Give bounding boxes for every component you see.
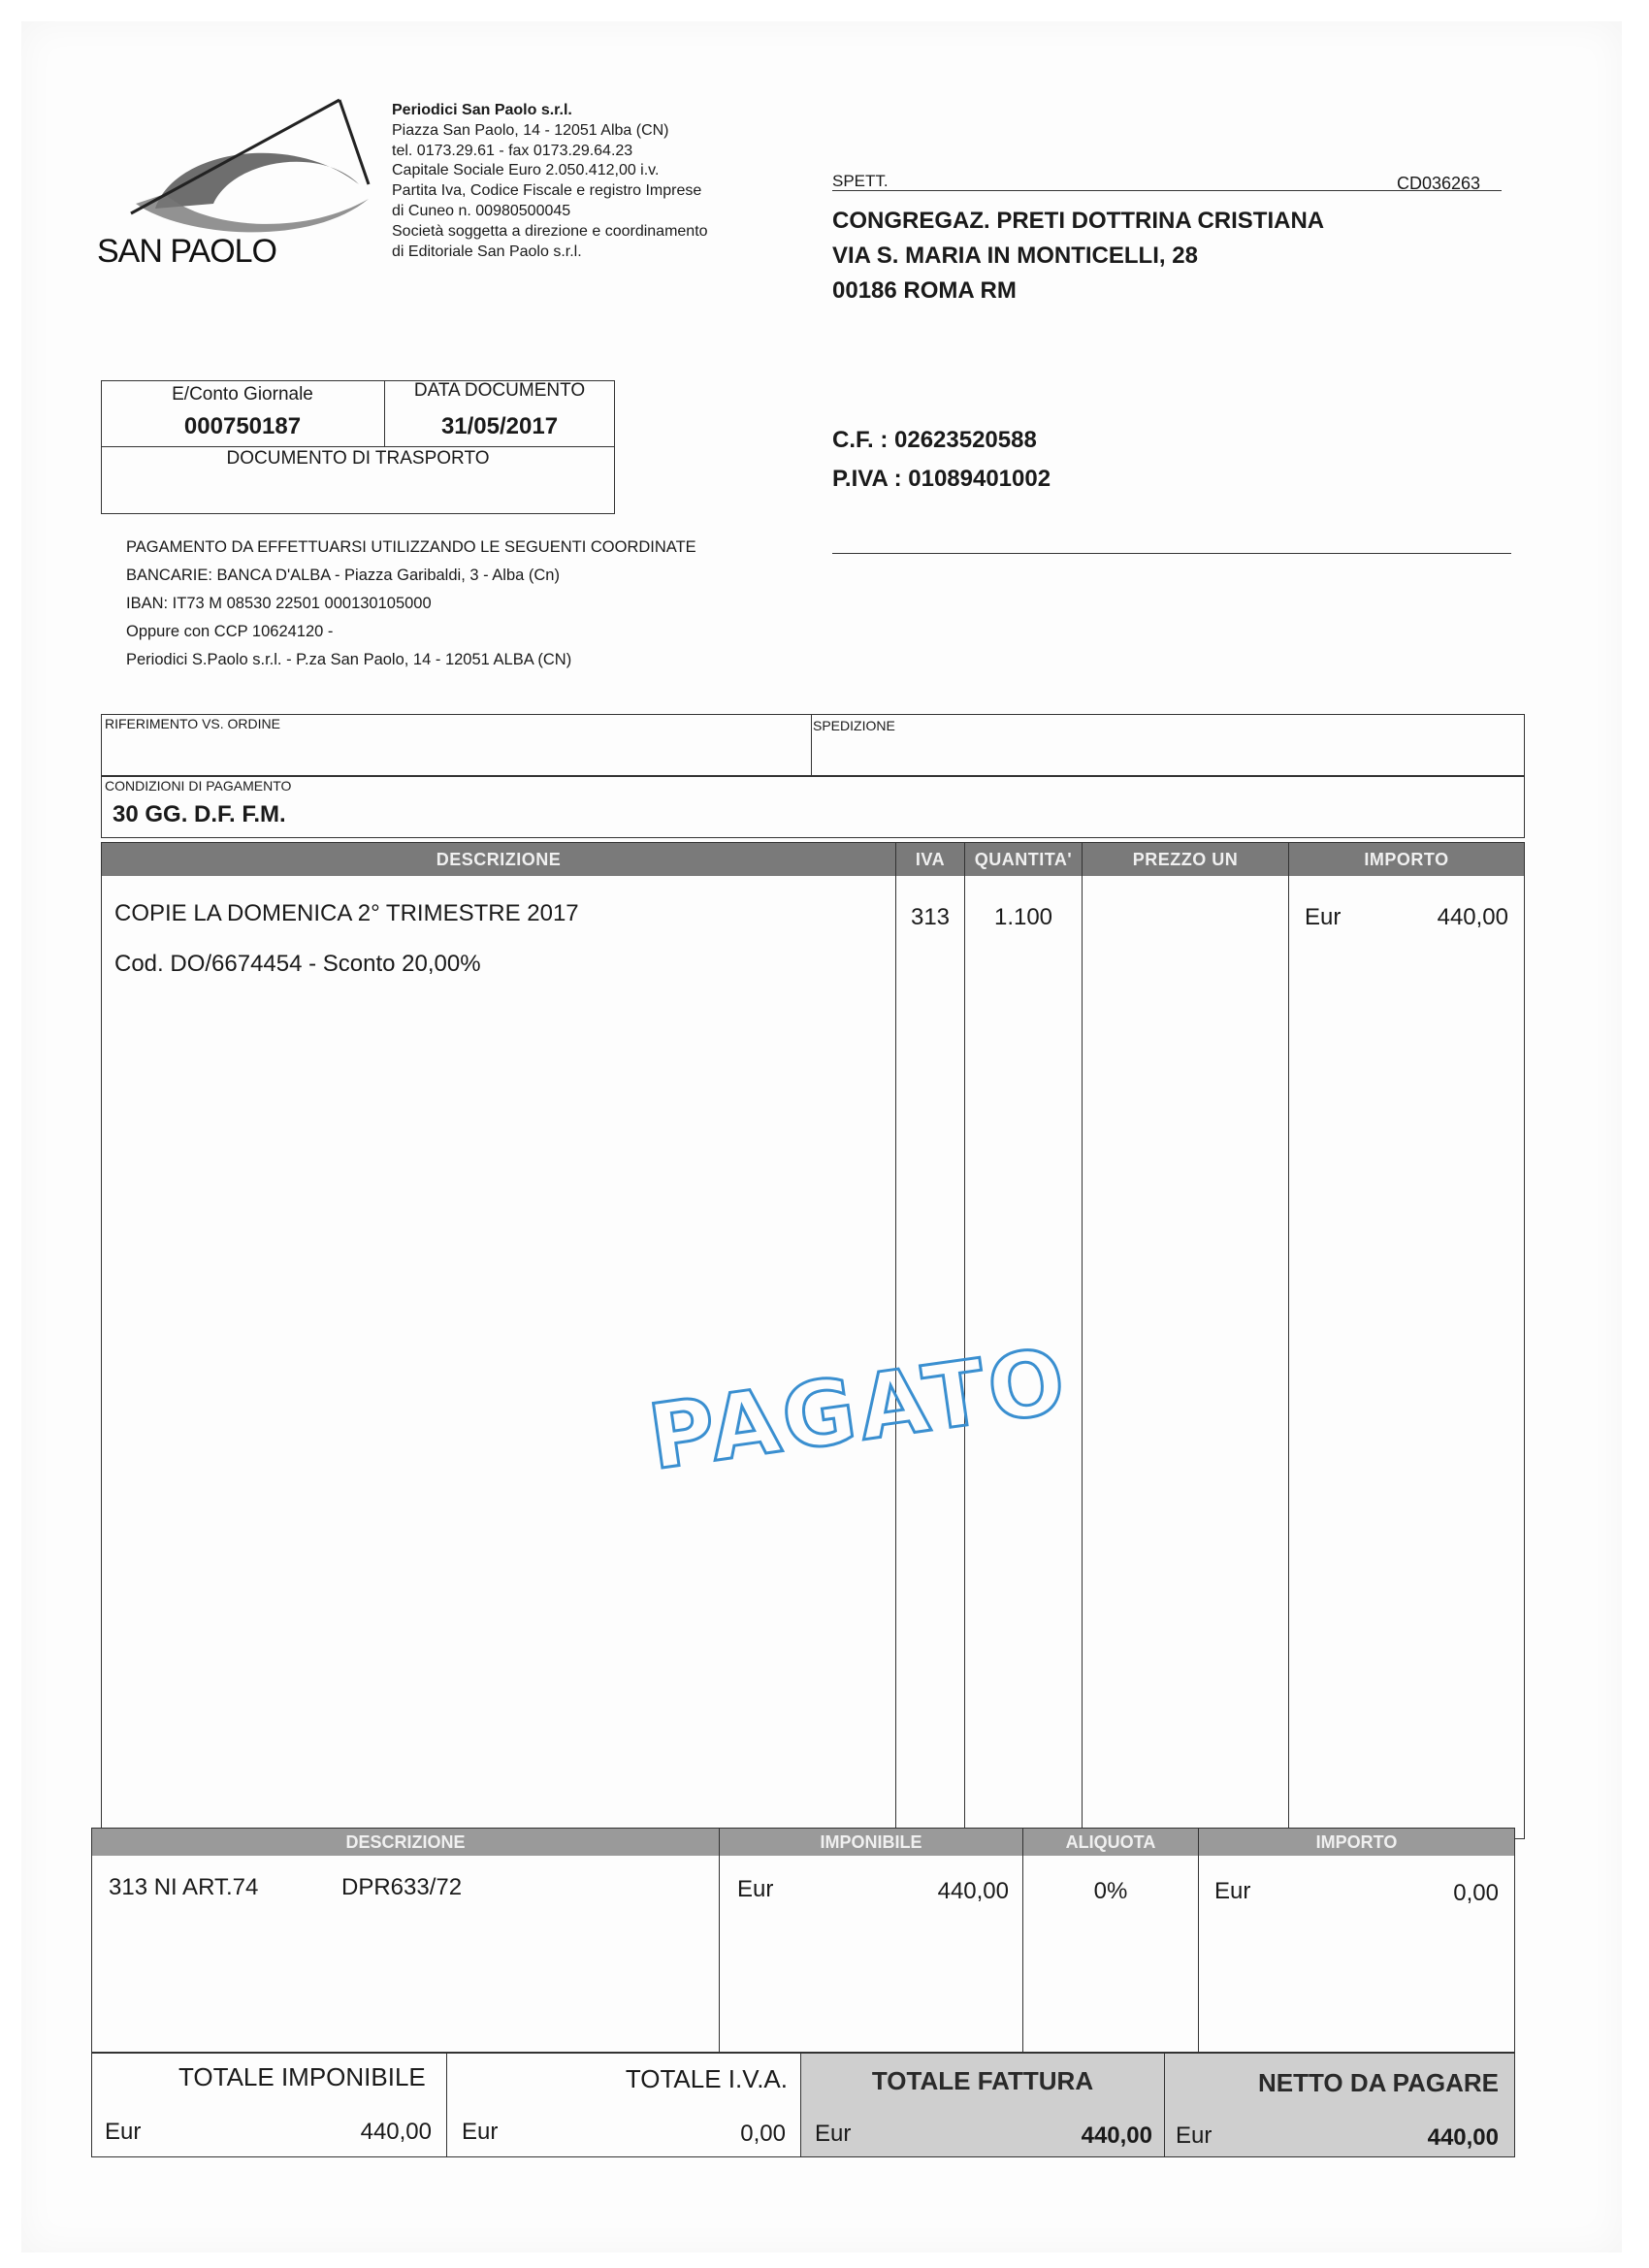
items-col-divider [964,842,965,1839]
totals-col-divider [1164,2053,1165,2157]
payment-line: Oppure con CCP 10624120 - [126,623,334,640]
items-header-iva: IVA [896,843,964,876]
payment-line: IBAN: IT73 M 08530 22501 000130105000 [126,595,432,612]
items-col-divider [1082,842,1083,1839]
recipient-top-rule [832,190,1502,191]
items-header-descrizione: DESCRIZIONE [102,843,895,876]
company-line: tel. 0173.29.61 - fax 0173.29.64.23 [392,142,633,159]
item-description: COPIE LA DOMENICA 2° TRIMESTRE 2017 [114,900,579,926]
item-iva: 313 [910,904,951,930]
totale-fattura-label: TOTALE FATTURA [871,2066,1094,2095]
item-note: Cod. DO/6674454 - Sconto 20,00% [114,951,481,977]
logo-brand-text: SAN PAOLO [97,233,276,270]
order-vdivider [811,714,812,776]
totale-iva-value: 0,00 [740,2121,786,2147]
document-type: DOCUMENTO DI TRASPORTO [226,448,490,469]
conto-label: E/Conto Giornale [172,384,313,405]
vat-header-aliquota: ALIQUOTA [1023,1829,1198,1856]
company-line: Piazza San Paolo, 14 - 12051 Alba (CN) [392,121,669,139]
company-line: di Cuneo n. 00980500045 [392,202,571,219]
vat-table [91,1828,1515,2053]
vat-col-divider [1198,1828,1199,2053]
items-header-prezzo: PREZZO UN [1083,843,1288,876]
recipient-city: 00186 ROMA RM [832,277,1017,304]
vat-desc: DPR633/72 [341,1874,463,1900]
company-line: Capitale Sociale Euro 2.050.412,00 i.v. [392,162,660,179]
recipient-spett: SPETT. [832,172,889,190]
company-name: Periodici San Paolo s.r.l. [392,102,572,118]
recipient-piva: P.IVA : 01089401002 [832,466,1051,492]
vat-aliquota: 0% [1093,1878,1128,1904]
vat-imp-currency: Eur [737,1876,774,1902]
vat-amt-currency: Eur [1214,1878,1251,1904]
totale-fattura-value: 440,00 [1081,2122,1152,2149]
vat-col-divider [1022,1828,1023,2053]
conditions-label: CONDIZIONI DI PAGAMENTO [105,778,292,794]
netto-value: 440,00 [1427,2124,1499,2151]
conditions-box [101,776,1525,838]
item-quantity: 1.100 [993,904,1053,930]
recipient-cf: C.F. : 02623520588 [832,427,1037,453]
vat-header-descrizione: DESCRIZIONE [92,1829,719,1856]
netto-label: NETTO DA PAGARE [1258,2068,1499,2097]
totals-col-divider [446,2053,447,2157]
payment-line: Periodici S.Paolo s.r.l. - P.za San Paolo, 14 - 12051 ALBA (CN) [126,651,572,668]
items-header-quantita: QUANTITA' [965,843,1082,876]
vat-header-importo: IMPORTO [1199,1829,1514,1856]
totale-imponibile-label: TOTALE IMPONIBILE [178,2062,426,2091]
totale-iva-label: TOTALE I.V.A. [625,2064,788,2093]
conto-value: 000750187 [183,413,302,439]
recipient-bottom-rule [832,553,1511,554]
items-table [101,842,1525,1839]
document-info-divider [101,446,615,447]
company-line: Partita Iva, Codice Fiscale e registro Imprese [392,182,702,200]
rif-ordine-label: RIFERIMENTO VS. ORDINE [105,716,280,731]
vat-code: 313 NI ART.74 [109,1874,259,1900]
recipient-code: CD036263 [1397,174,1481,193]
company-line: di Editoriale San Paolo s.r.l. [392,243,582,260]
item-currency: Eur [1305,904,1342,930]
company-line: Società soggetta a direzione e coordinamento [392,222,708,240]
payment-info [126,534,805,674]
conditions-value: 30 GG. D.F. F.M. [113,801,286,827]
totale-iva-currency: Eur [462,2119,499,2145]
netto-currency: Eur [1176,2122,1212,2149]
payment-line: PAGAMENTO DA EFFETTUARSI UTILIZZANDO LE SEGUENTI COORDINATE [126,538,696,556]
date-label: DATA DOCUMENTO [413,380,586,401]
spedizione-label: SPEDIZIONE [813,718,895,733]
company-info [392,101,799,262]
totale-imponibile-value: 440,00 [360,2119,432,2145]
vat-imponibile: 440,00 [937,1878,1009,1904]
vat-importo: 0,00 [1453,1880,1499,1906]
recipient-address: VIA S. MARIA IN MONTICELLI, 28 [832,243,1198,269]
totale-fattura-currency: Eur [815,2121,852,2147]
recipient-name: CONGREGAZ. PRETI DOTTRINA CRISTIANA [832,208,1325,234]
items-header-importo: IMPORTO [1289,843,1524,876]
items-col-divider [1288,842,1289,1839]
date-value: 31/05/2017 [440,413,559,439]
payment-line: BANCARIE: BANCA D'ALBA - Piazza Garibaldi, 3 - Alba (Cn) [126,567,560,584]
totale-imponibile-currency: Eur [105,2119,142,2145]
vat-col-divider [719,1828,720,2053]
paid-stamp-text: PAGATO [642,1328,1076,1490]
vat-header-imponibile: IMPONIBILE [720,1829,1022,1856]
item-amount: 440,00 [1437,904,1508,930]
